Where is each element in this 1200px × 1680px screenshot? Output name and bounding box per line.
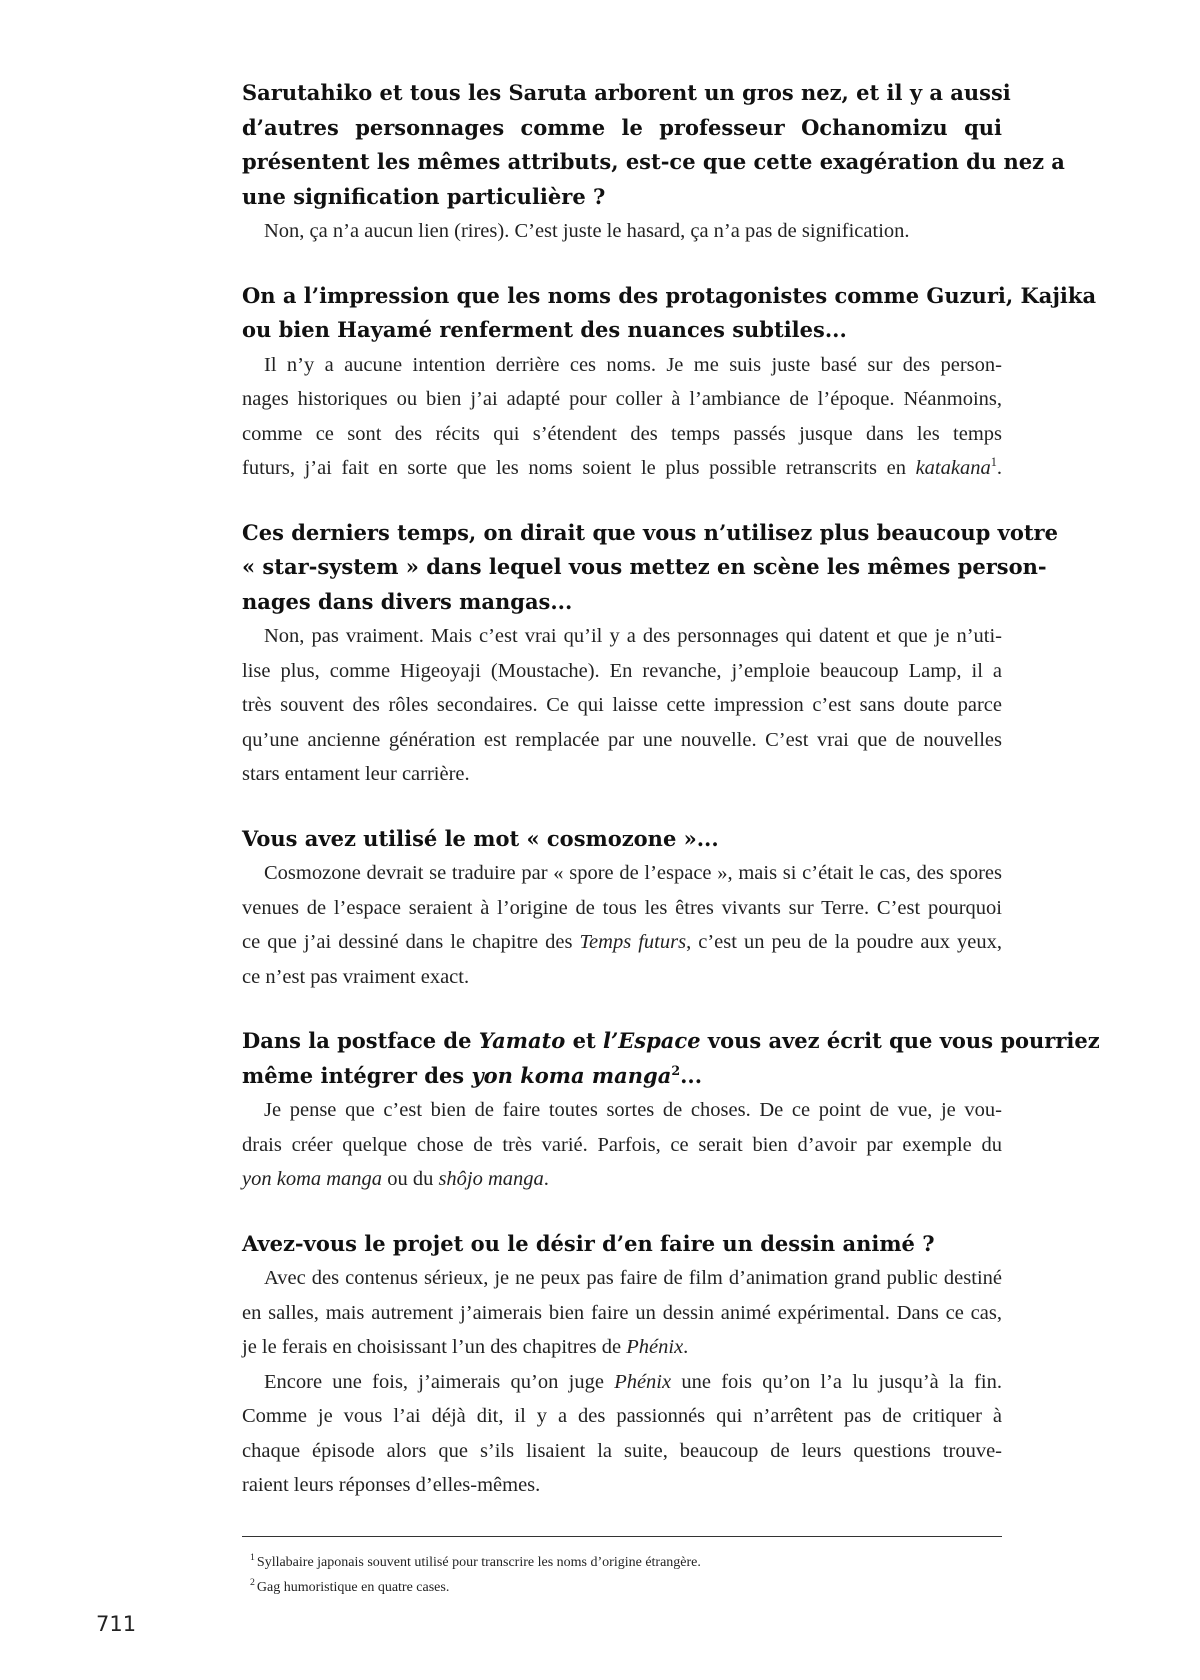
question-text: même intégrer des [242,1062,472,1088]
question-text: ... [680,1062,703,1088]
interview-section [242,1227,1002,1503]
footnote-ref[interactable]: 1 [990,455,997,470]
interview-question [242,76,1065,214]
question-line: On a l’impression que les noms des protagonistes comme Guzuri, Kajika [242,282,1097,308]
answer-line [242,1365,1002,1400]
interview-section [242,1024,1100,1197]
italic-title: Phénix [614,1370,672,1393]
interview-answer [242,214,1002,249]
question-line: d’autres personnages comme le professeur Ochanomizu qui [242,114,1002,140]
interview-answer [242,619,1002,792]
question-text: Dans la postface de [242,1028,479,1053]
answer-line: Je pense que c’est bien de faire toutes sortes de choses. De ce point de vue, je vou- [264,1099,1002,1121]
answer-text: Encore une fois, j’aimerais qu’on juge [264,1370,615,1393]
answer-line: raient leurs réponses d’elles-mêmes. [242,1474,541,1496]
question-line: « star-system » dans lequel vous mettez en scène les mêmes person- [242,554,1047,579]
question-text: vous avez écrit que vous pourriez [700,1028,1100,1053]
footnote-marker: 2 [250,1577,255,1589]
question-line: Vous avez utilisé le mot « cosmozone »... [242,825,719,851]
answer-text: je le ferais en choisissant l’un des chapitres de [242,1336,627,1358]
interview-answer [242,856,1002,994]
page-number: 711 [96,1612,137,1636]
footnote-marker: 1 [250,1552,255,1564]
interview-answer [242,348,1002,486]
question-line: présentent les mêmes attributs, est-ce que cette exagération du nez a [242,149,1065,174]
interview-question [242,279,1097,348]
answer-line: Non, pas vraiment. Mais c’est vrai qu’il y a des personnages qui datent et que je n’uti- [264,625,1002,647]
footnote-ref[interactable]: 2 [671,1062,681,1078]
question-text: et [565,1028,603,1053]
answer-line: Il n’y a aucune intention derrière ces noms. Je me suis juste basé sur des person- [264,353,1002,376]
footnote [250,1575,990,1600]
interview-section [242,822,1002,995]
answer-line: Non, ça n’a aucun lien (rires). C’est juste le hasard, ça n’a pas de signification. [264,220,910,242]
answer-line: stars entament leur carrière. [242,763,470,785]
answer-line: très souvent des rôles secondaires. Ce qui laisse cette impression c’est sans doute parce [242,694,1002,716]
question-line: Sarutahiko et tous les Saruta arborent un gros nez, et il y a aussi [242,80,1011,105]
answer-text: une fois qu’on l’a lu jusqu’à la fin. [671,1370,1002,1393]
answer-line: ce n’est pas vraiment exact. [242,965,470,988]
footnote-text: Gag humoristique en quatre cases. [256,1580,450,1595]
answer-line [242,1162,1002,1197]
answer-text: futurs, j’ai fait en sorte que les noms soient le plus possible retranscrits en [242,457,916,479]
interview-question [242,1024,1100,1093]
answer-line: comme ce sont des récits qui s’étendent des temps passés jusque dans les temps [242,422,1002,445]
interview-question [242,1227,1002,1262]
interview-question [242,822,1002,857]
answer-line [242,451,1002,486]
answer-text: . [996,457,1002,479]
footnotes [250,1550,990,1600]
italic-title: Phénix [626,1336,684,1358]
question-line [242,1024,1100,1059]
question-line: nages dans divers mangas... [242,588,573,614]
answer-line [242,925,1002,960]
footnote [250,1550,990,1575]
interview-section [242,279,1097,486]
question-line: Ces derniers temps, on dirait que vous n’utilisez plus beaucoup votre [242,519,1058,545]
italic-term: yon koma manga [242,1168,383,1190]
answer-line: chaque épisode alors que s’ils lisaient la suite, beaucoup de leurs questions trouve- [242,1439,1002,1462]
answer-line: Comme je vous l’ai déjà dit, il y a des passionnés qui n’arrêtent pas de critiquer à [242,1405,1002,1427]
question-line: Avez-vous le projet ou le désir d’en faire un dessin animé ? [242,1230,935,1256]
answer-line: Avec des contenus sérieux, je ne peux pas faire de film d’animation grand public destiné [264,1267,1002,1289]
italic-title: l’Espace [603,1028,701,1053]
answer-text: . [683,1336,689,1358]
answer-line: venues de l’espace seraient à l’origine de tous les êtres vivants sur Terre. C’est pourquoi [242,896,1002,919]
question-line [242,1059,1002,1094]
answer-text: , c’est un peu de la poudre aux yeux, [686,931,1002,953]
interview-question [242,516,1058,620]
italic-title: Yamato [478,1028,566,1053]
question-line: une signification particulière ? [242,183,606,209]
answer-line: drais créer quelque chose de très varié. Parfois, ce serait bien d’avoir par exemple du [242,1133,1002,1156]
footnote-divider [242,1536,1002,1537]
answer-text: ce que j’ai dessiné dans le chapitre des [242,931,580,953]
interview-section [242,516,1058,792]
interview-section [242,76,1065,249]
answer-line: qu’une ancienne génération est remplacée par une nouvelle. C’est vrai que de nouvelles [242,728,1002,751]
interview-answer [242,1261,1002,1503]
question-line: ou bien Hayamé renferment des nuances subtiles... [242,317,847,342]
italic-term: katakana [915,457,991,479]
answer-line: nages historiques ou bien j’ai adapté pour coller à l’ambiance de l’époque. Néanmoins, [242,388,1002,410]
answer-text: . [543,1168,549,1190]
interview-answer [242,1093,1002,1197]
answer-line: en salles, mais autrement j’aimerais bien faire un dessin animé expérimental. Dans ce cas, [242,1301,1002,1324]
footnote-text: Syllabaire japonais souvent utilisé pour transcrire les noms d’origine étrangère. [256,1555,701,1570]
answer-line [242,1330,1002,1365]
italic-term: yon koma manga [471,1062,672,1088]
text-column [242,76,1100,1533]
italic-term: shôjo manga [438,1168,544,1190]
answer-text: ou du [382,1168,439,1190]
answer-line: Cosmozone devrait se traduire par « spore de l’espace », mais si c’était le cas, des spores [264,862,1002,884]
answer-line: lise plus, comme Higeoyaji (Moustache). En revanche, j’emploie beaucoup Lamp, il a [242,659,1002,682]
italic-term: Temps futurs [579,931,687,953]
